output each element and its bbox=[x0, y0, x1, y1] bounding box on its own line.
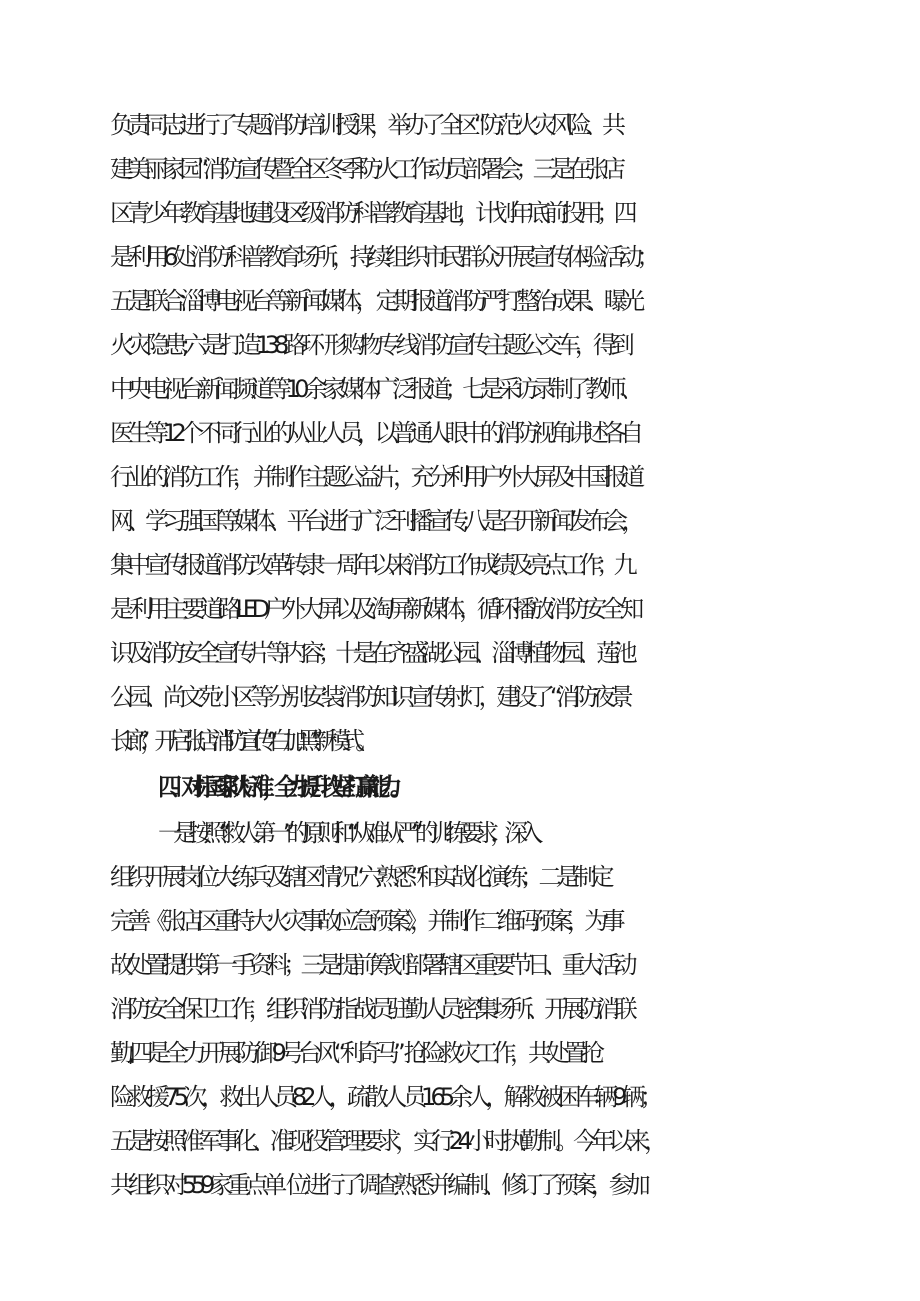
body-line: 医生等12个不同行业 的从业人员，以普通人眼中的消防视角讲述各自 bbox=[110, 419, 638, 447]
body-line: 消防安全保卫工作，组织消防指战员驻勤人员 密集场所、开展防消联 bbox=[110, 995, 631, 1023]
body-line: 区青少年教育基地建设区级消防科普教育基 地，计划年底前投用；四 bbox=[110, 199, 631, 227]
body-line: 长廊”，开启张店消防宣传“白加黑”新模式。 bbox=[110, 727, 370, 755]
body-line: 网、学习强国 等媒体、平台进行广泛刊播宣传;八是召开新闻发布会， bbox=[110, 507, 640, 535]
body-line: 集中宣 传报道消防改革转隶一周年以来消防工作成绩及亮点工作；九 bbox=[110, 551, 631, 579]
body-line: 险救援75次，救出人员82人，疏散人 员165余人，解救被困车辆9辆； bbox=[110, 1083, 658, 1111]
body-line: 组织开展岗位大练兵及辖区情况“六熟悉”和实战化演练； 二是制定 bbox=[110, 863, 608, 891]
body-line: 是 利用主要道路LED户外大屏以及淘屏新媒体，循环播放消防安全 知 bbox=[110, 595, 639, 623]
body-line: 是利用6处消防科普教育场所，持续组 织市民群众开展宣传体验活动； bbox=[110, 243, 655, 271]
body-line: 五是联合淄博电视台等新闻媒体， 定期报道消防严打整治成果、曝光 bbox=[110, 287, 639, 315]
body-line: 负责同志进行了专题消防培训授课，举办了全区“防 范火灾风险、共 bbox=[110, 111, 620, 139]
body-line: 故处置提供第一手资料；三是提前筹划部署辖区重 要节日、重大活动 bbox=[110, 951, 631, 979]
body-line: 识及消防安全宣传片等内容；十是在齐盛湖公园、淄博植物园、 莲池 bbox=[110, 639, 631, 667]
body-line: 五是按照准军事化、准现役管 理要求，实行24小时执勤制。今年以来， bbox=[110, 1127, 662, 1155]
body-line: 一是按照“救人第一”的原则和“从难从严”的训练要求， 深入 bbox=[158, 819, 535, 847]
body-line: 勤;四是全力开展防御9号台风“利奇马” 抢险救灾工作，共处置抢 bbox=[110, 1039, 599, 1067]
body-line: 中央电视台新闻频道等10 余家媒体广泛报道；七是采访录制了教师、 bbox=[110, 375, 638, 403]
body-line: 公园、尚文苑小区等分别安装消防知识宣传射灯，建设了 “消 防夜景 bbox=[110, 683, 628, 711]
body-line: 行业的消防工作， 并制作主题公益片，充分利用户外大屏及中国报道 bbox=[110, 463, 639, 491]
body-line: 火灾隐患;六是打造138路环 形购物专线消防宣传主题公交车，得到 bbox=[110, 331, 629, 359]
body-line: 完善《张店区重特大火灾事故应急预案》，并制作二维 码预案，为事 bbox=[110, 907, 619, 935]
body-line: 建美丽家园”消防宣传暨全区冬季防火工作动员 部署会；三是在张店 bbox=[110, 155, 620, 183]
body-line: 共组织对559家重点单 位进行了调查熟悉并编制、修订了预案，参加 bbox=[110, 1171, 645, 1199]
section-heading: 四、对标国家队标准，全力提升攻坚打赢能力。 bbox=[158, 773, 402, 801]
